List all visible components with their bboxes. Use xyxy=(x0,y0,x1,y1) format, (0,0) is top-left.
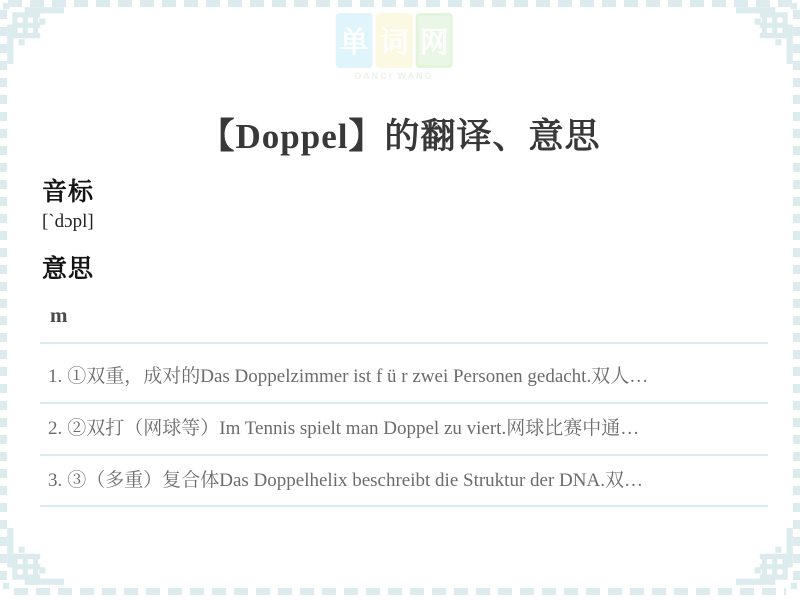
phonetic-value: [`dɔpl] xyxy=(42,211,94,232)
definition-row-3[interactable] xyxy=(40,456,768,508)
corner-ornament-bottom-right xyxy=(736,528,798,590)
corner-ornament-bottom-left xyxy=(2,528,64,590)
phonetic-heading: 音标 xyxy=(42,179,95,206)
watermark-tile-wang: 网 xyxy=(416,13,453,68)
watermark-tiles xyxy=(336,13,453,68)
definition-list xyxy=(40,342,768,507)
watermark-tile-dan: 单 xyxy=(336,13,373,68)
corner-ornament-top-right xyxy=(736,2,798,64)
definition-number: 2. xyxy=(48,417,63,439)
watermark-tile-ci: 词 xyxy=(376,13,413,68)
frame-edge-bottom xyxy=(14,588,786,595)
definition-row-1[interactable] xyxy=(40,344,768,404)
definition-text: ②双打（网球等）Im Tennis spielt man Doppel zu viert.网球比赛中通… xyxy=(67,417,640,439)
site-watermark-logo xyxy=(336,13,453,81)
frame-edge-right xyxy=(793,10,800,586)
definition-row-2[interactable] xyxy=(40,404,768,456)
definition-text: ①双重，成对的Das Doppelzimmer ist f ü r zwei Personen gedacht.双人… xyxy=(67,366,649,387)
frame-edge-left xyxy=(0,10,7,586)
page-title: 【Doppel】的翻译、意思 xyxy=(199,117,601,157)
meaning-heading: 意思 xyxy=(42,256,95,283)
part-of-speech-label: m xyxy=(50,303,68,327)
definition-number: 1. xyxy=(48,366,63,387)
definition-text: ③（多重）复合体Das Doppelhelix beschreibt die Struktur der DNA.双… xyxy=(67,469,643,491)
definition-number: 3. xyxy=(48,469,63,491)
corner-ornament-top-left xyxy=(2,2,64,64)
watermark-caption: DANCI WANG xyxy=(354,71,434,81)
frame-edge-top xyxy=(8,0,792,7)
